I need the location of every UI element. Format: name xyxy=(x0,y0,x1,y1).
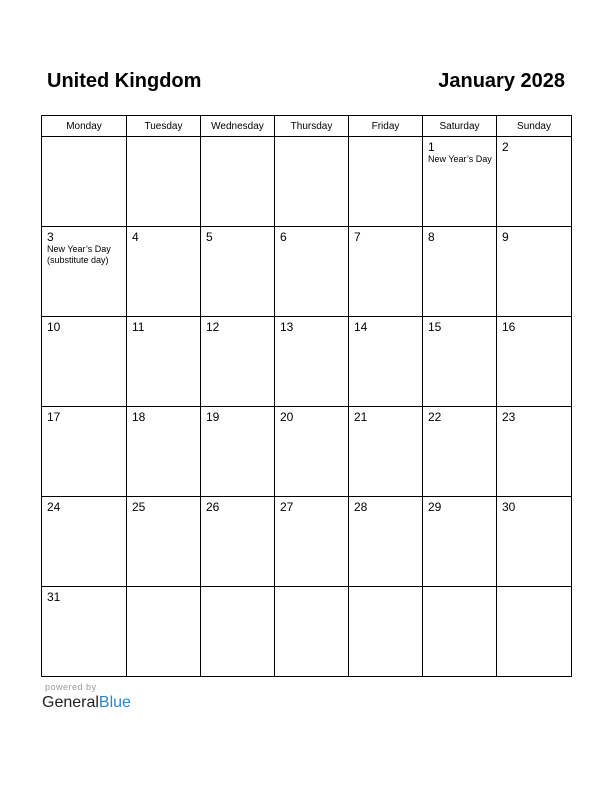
day-number: 21 xyxy=(354,410,368,424)
weekday-header: Friday xyxy=(349,116,423,137)
weekday-header: Monday xyxy=(42,116,127,137)
day-number: 26 xyxy=(206,500,220,514)
week-row xyxy=(42,137,572,227)
day-number: 2 xyxy=(502,140,509,154)
day-cell xyxy=(127,317,201,407)
holiday-label: New Year’s Day (substitute day) xyxy=(47,244,111,265)
weekday-header-row xyxy=(42,116,572,137)
day-number: 27 xyxy=(280,500,294,514)
day-cell xyxy=(42,407,127,497)
day-number: 20 xyxy=(280,410,294,424)
brand-general-text: General xyxy=(42,694,99,711)
empty-day-cell xyxy=(275,137,349,227)
day-cell xyxy=(42,587,127,677)
day-number: 11 xyxy=(132,320,145,334)
empty-day-cell xyxy=(127,587,201,677)
day-number: 16 xyxy=(502,320,516,334)
day-cell xyxy=(201,317,275,407)
week-row xyxy=(42,497,572,587)
empty-day-cell xyxy=(42,137,127,227)
day-number: 23 xyxy=(502,410,516,424)
day-cell xyxy=(275,407,349,497)
day-number: 4 xyxy=(132,230,139,244)
day-number: 7 xyxy=(354,230,361,244)
weekday-header: Tuesday xyxy=(127,116,201,137)
day-cell xyxy=(423,137,497,227)
day-number: 13 xyxy=(280,320,294,334)
weekday-header: Wednesday xyxy=(201,116,275,137)
day-cell xyxy=(127,497,201,587)
empty-day-cell xyxy=(349,587,423,677)
day-number: 12 xyxy=(206,320,220,334)
empty-day-cell xyxy=(497,587,572,677)
week-row xyxy=(42,227,572,317)
day-cell xyxy=(497,407,572,497)
day-cell xyxy=(497,317,572,407)
day-number: 25 xyxy=(132,500,146,514)
day-cell xyxy=(201,227,275,317)
empty-day-cell xyxy=(201,587,275,677)
day-cell xyxy=(423,227,497,317)
empty-day-cell xyxy=(201,137,275,227)
weekday-header: Thursday xyxy=(275,116,349,137)
day-cell xyxy=(349,317,423,407)
day-cell xyxy=(201,497,275,587)
empty-day-cell xyxy=(423,587,497,677)
day-number: 31 xyxy=(47,590,61,604)
day-cell xyxy=(42,317,127,407)
day-cell xyxy=(423,497,497,587)
weekday-header: Sunday xyxy=(497,116,572,137)
brand-blue-text: Blue xyxy=(98,694,131,711)
powered-by-label: powered by xyxy=(45,682,97,692)
day-number: 3 xyxy=(47,230,54,244)
day-cell xyxy=(423,407,497,497)
day-number: 15 xyxy=(428,320,442,334)
day-cell xyxy=(275,497,349,587)
day-number: 14 xyxy=(354,320,368,334)
day-cell xyxy=(275,317,349,407)
day-cell xyxy=(127,407,201,497)
day-number: 19 xyxy=(206,410,220,424)
empty-day-cell xyxy=(127,137,201,227)
generalblue-logo xyxy=(42,694,131,712)
day-number: 24 xyxy=(47,500,61,514)
country-title: United Kingdom xyxy=(47,70,202,92)
day-cell xyxy=(201,407,275,497)
day-number: 18 xyxy=(132,410,146,424)
holiday-label: New Year’s Day xyxy=(428,154,492,164)
empty-day-cell xyxy=(275,587,349,677)
day-cell xyxy=(42,497,127,587)
day-number: 5 xyxy=(206,230,213,244)
day-number: 17 xyxy=(47,410,61,424)
day-number: 29 xyxy=(428,500,442,514)
day-number: 28 xyxy=(354,500,368,514)
day-number: 6 xyxy=(280,230,287,244)
day-number: 10 xyxy=(47,320,61,334)
day-cell xyxy=(497,497,572,587)
day-cell xyxy=(349,227,423,317)
week-row xyxy=(42,587,572,677)
day-cell xyxy=(127,227,201,317)
day-number: 22 xyxy=(428,410,442,424)
week-row xyxy=(42,317,572,407)
day-cell xyxy=(423,317,497,407)
calendar-grid xyxy=(41,115,572,677)
day-cell xyxy=(42,227,127,317)
day-cell xyxy=(497,137,572,227)
empty-day-cell xyxy=(349,137,423,227)
day-number: 8 xyxy=(428,230,435,244)
day-number: 30 xyxy=(502,500,516,514)
week-row xyxy=(42,407,572,497)
day-cell xyxy=(349,497,423,587)
day-number: 1 xyxy=(428,140,435,154)
day-cell xyxy=(275,227,349,317)
day-cell xyxy=(349,407,423,497)
month-year-title: January 2028 xyxy=(438,70,565,92)
weekday-header: Saturday xyxy=(423,116,497,137)
day-cell xyxy=(497,227,572,317)
day-number: 9 xyxy=(502,230,509,244)
